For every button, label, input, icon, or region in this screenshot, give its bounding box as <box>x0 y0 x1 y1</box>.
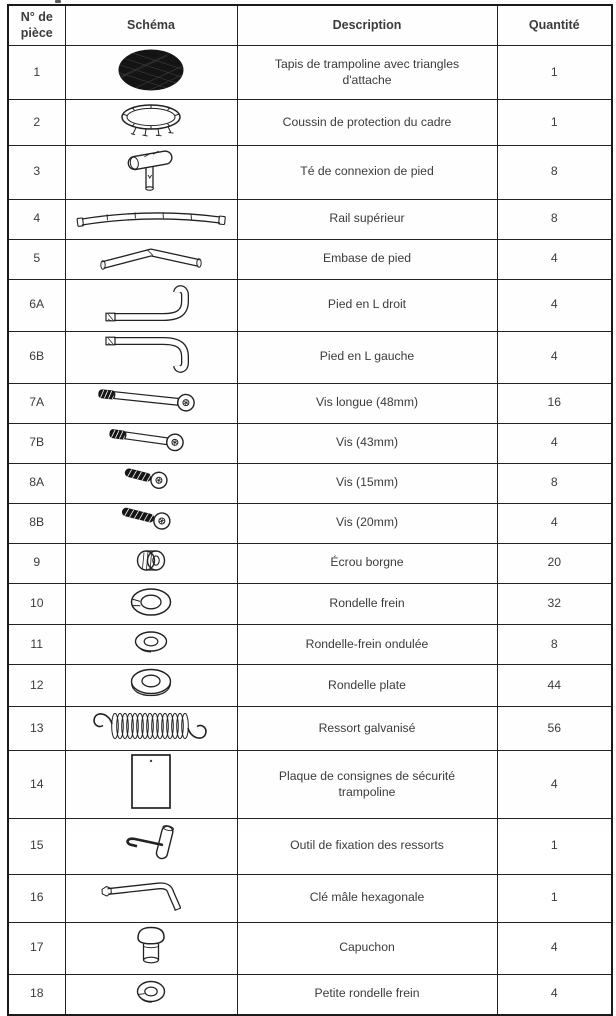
part-number: 16 <box>8 874 65 922</box>
part-description: Clé mâle hexagonale <box>237 874 497 922</box>
table-row <box>8 239 612 279</box>
table-row <box>8 751 612 819</box>
table-row <box>8 818 612 874</box>
part-description: Vis (20mm) <box>237 503 497 543</box>
part-description: Ressort galvanisé <box>237 707 497 751</box>
part-number: 11 <box>8 625 65 665</box>
part-description: Plaque de consignes de sécurité trampoline <box>237 751 497 819</box>
header-part-number: N° de pièce <box>8 5 65 46</box>
header-description: Description <box>237 5 497 46</box>
leg-tee-connector-icon <box>123 148 179 192</box>
trampoline-mat-icon <box>117 48 185 92</box>
part-quantity: 4 <box>497 239 612 279</box>
part-quantity: 8 <box>497 625 612 665</box>
part-quantity: 8 <box>497 463 612 503</box>
part-description: Vis longue (48mm) <box>237 383 497 423</box>
part-number: 14 <box>8 751 65 819</box>
part-description: Vis (43mm) <box>237 423 497 463</box>
screw-43mm-icon <box>107 427 195 455</box>
screw-20mm-icon <box>119 506 183 536</box>
part-number: 8A <box>8 463 65 503</box>
table-row <box>8 331 612 383</box>
part-number: 5 <box>8 239 65 279</box>
cap-icon <box>131 925 171 967</box>
part-description: Petite rondelle frein <box>237 974 497 1015</box>
part-description: Capuchon <box>237 922 497 974</box>
part-quantity: 1 <box>497 100 612 146</box>
spring-icon <box>89 709 213 743</box>
part-quantity: 8 <box>497 145 612 199</box>
part-description: Vis (15mm) <box>237 463 497 503</box>
part-description: Pied en L droit <box>237 279 497 331</box>
cut-off-text-fragment <box>55 0 61 3</box>
table-row <box>8 46 612 100</box>
part-quantity: 4 <box>497 922 612 974</box>
l-leg-left-icon <box>101 334 201 376</box>
part-number: 12 <box>8 665 65 707</box>
flat-washer-icon <box>128 667 174 699</box>
part-number: 6A <box>8 279 65 331</box>
screw-15mm-icon <box>122 466 180 496</box>
part-number: 8B <box>8 503 65 543</box>
table-row <box>8 100 612 146</box>
header-quantity: Quantité <box>497 5 612 46</box>
part-number: 18 <box>8 974 65 1015</box>
table-row <box>8 199 612 239</box>
part-quantity: 4 <box>497 503 612 543</box>
part-number: 2 <box>8 100 65 146</box>
part-quantity: 32 <box>497 583 612 625</box>
part-number: 7B <box>8 423 65 463</box>
table-header <box>8 5 612 46</box>
part-description: Pied en L gauche <box>237 331 497 383</box>
part-number: 6B <box>8 331 65 383</box>
part-description: Rondelle frein <box>237 583 497 625</box>
table-row <box>8 625 612 665</box>
part-description: Rondelle plate <box>237 665 497 707</box>
table-row <box>8 423 612 463</box>
part-number: 9 <box>8 543 65 583</box>
top-rail-icon <box>75 205 227 229</box>
table-row <box>8 922 612 974</box>
part-number: 15 <box>8 818 65 874</box>
part-description: Écrou borgne <box>237 543 497 583</box>
part-quantity: 20 <box>497 543 612 583</box>
part-description: Outil de fixation des ressorts <box>237 818 497 874</box>
part-number: 3 <box>8 145 65 199</box>
frame-pad-icon <box>116 102 186 138</box>
table-row <box>8 503 612 543</box>
table-row <box>8 543 612 583</box>
spring-tool-icon <box>119 821 183 867</box>
part-description: Coussin de protection du cadre <box>237 100 497 146</box>
l-leg-right-icon <box>101 282 201 324</box>
cap-nut-icon <box>135 547 167 574</box>
part-quantity: 16 <box>497 383 612 423</box>
table-row <box>8 279 612 331</box>
part-number: 13 <box>8 707 65 751</box>
part-quantity: 4 <box>497 279 612 331</box>
long-screw-icon <box>96 387 206 415</box>
part-quantity: 4 <box>497 331 612 383</box>
safety-placard-icon <box>130 753 172 811</box>
table-row <box>8 463 612 503</box>
wave-lock-washer-icon <box>131 629 171 655</box>
table-row <box>8 707 612 751</box>
part-quantity: 4 <box>497 751 612 819</box>
part-number: 10 <box>8 583 65 625</box>
part-quantity: 56 <box>497 707 612 751</box>
part-number: 1 <box>8 46 65 100</box>
hex-key-icon <box>98 877 204 915</box>
part-number: 4 <box>8 199 65 239</box>
part-description: Rail supérieur <box>237 199 497 239</box>
header-schema: Schéma <box>65 5 237 46</box>
small-lock-washer-icon <box>133 978 169 1006</box>
table-row <box>8 145 612 199</box>
part-description: Embase de pied <box>237 239 497 279</box>
table-row <box>8 665 612 707</box>
table-row <box>8 874 612 922</box>
part-number: 17 <box>8 922 65 974</box>
table-row <box>8 583 612 625</box>
part-description: Té de connexion de pied <box>237 145 497 199</box>
part-quantity: 44 <box>497 665 612 707</box>
leg-base-icon <box>95 243 207 271</box>
part-quantity: 4 <box>497 423 612 463</box>
part-quantity: 1 <box>497 46 612 100</box>
lock-washer-icon <box>128 586 174 618</box>
part-number: 7A <box>8 383 65 423</box>
part-quantity: 8 <box>497 199 612 239</box>
part-quantity: 1 <box>497 818 612 874</box>
table-row <box>8 974 612 1015</box>
part-quantity: 1 <box>497 874 612 922</box>
table-row <box>8 383 612 423</box>
part-description: Rondelle-frein ondulée <box>237 625 497 665</box>
part-quantity: 4 <box>497 974 612 1015</box>
parts-table <box>7 4 613 1016</box>
part-description: Tapis de trampoline avec triangles d'attache <box>237 46 497 100</box>
